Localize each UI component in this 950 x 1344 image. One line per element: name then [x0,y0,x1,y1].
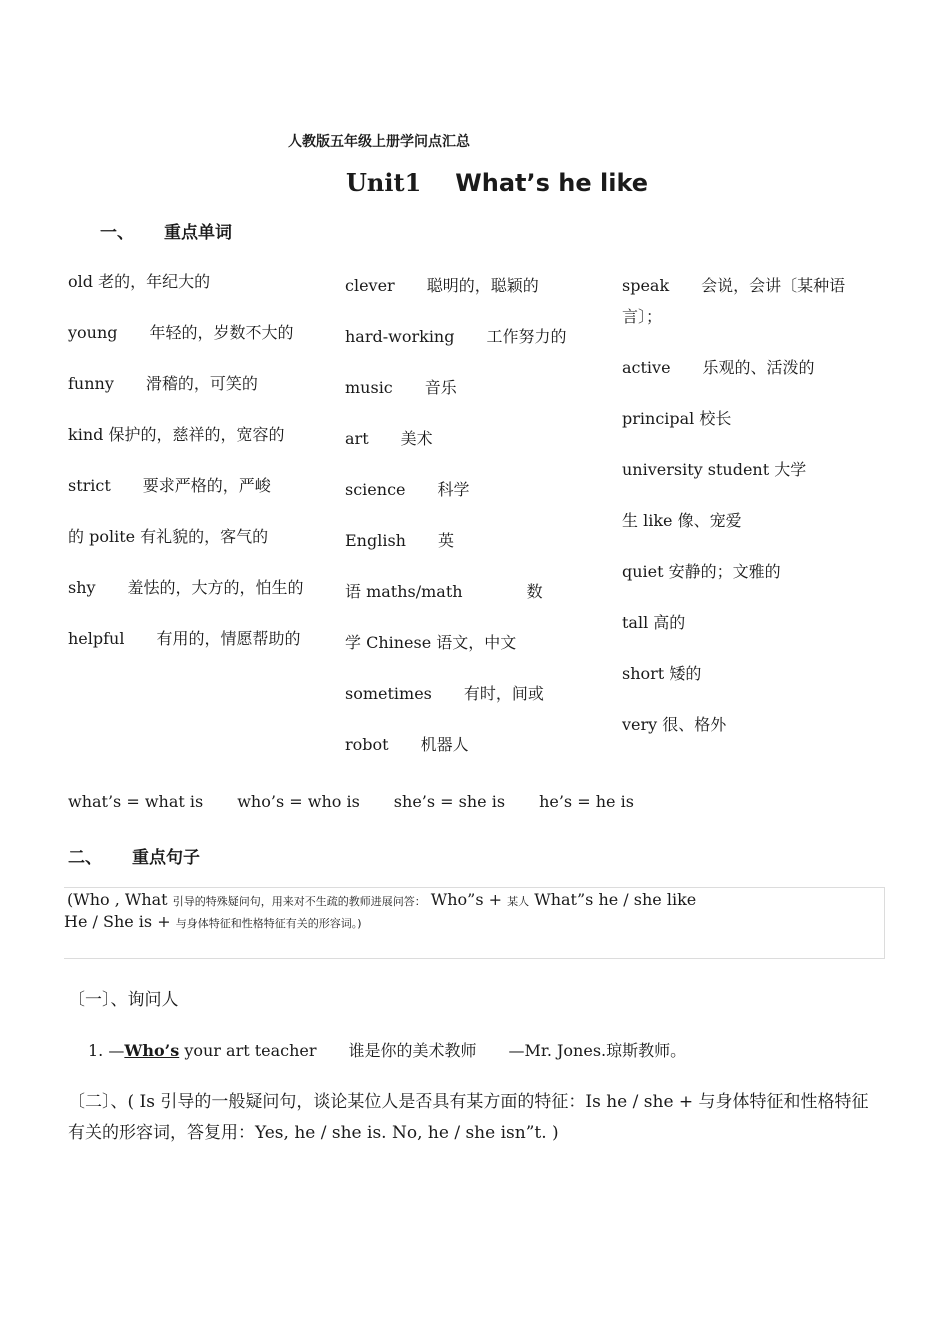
sentence-text: your art teacher 谁是你的美术教师 —Mr. Jones.琼斯教师。 [184,1041,687,1060]
vocab-entry: clever 聪明的，聪颖的 [345,276,539,295]
vocab-entry: kind 保护的，慈祥的，宽容的 [68,425,285,444]
section-number: 一、 [100,223,134,243]
vocab-entry: 生 like 像、宠爱 [622,511,742,530]
vocab-entry: funny 滑稽的，可笑的 [68,374,258,393]
vocab-entry: tall 高的 [622,613,686,632]
grammar-note-line-2 [64,912,362,931]
contraction: who’s = who is [237,792,360,811]
section-heading-sentences [68,843,200,868]
contraction: he’s = he is [539,792,634,811]
vocab-column-2 [345,270,605,760]
doc-header: 人教版五年级上册学问点汇总 [288,134,470,150]
note-text: What”s he / she like [534,890,697,909]
unit-question: What’s he like [455,169,649,197]
vocab-entry: university student 大学 [622,460,807,479]
vocab-entry: 学 Chinese 语文，中文 [345,633,517,652]
sentence-dash: — [108,1041,125,1060]
section-heading-words [100,218,232,243]
section-title: 重点句子 [132,848,200,868]
unit-title [346,168,648,197]
vocab-entry: English 英 [345,531,454,550]
vocab-entry: very 很、格外 [622,715,727,734]
vocab-entry: music 音乐 [345,378,457,397]
vocab-column-1 [68,266,320,654]
vocab-entry: art 美术 [345,429,433,448]
sentence-keyword: Who’s [124,1041,180,1060]
grammar-note-line-1 [67,890,696,909]
vocab-entry: 的 polite 有礼貌的，客气的 [68,527,269,546]
vocab-entry: shy 羞怯的，大方的，怕生的 [68,578,304,597]
vocab-entry: strict 要求严格的，严峻 [68,476,271,495]
example-sentence-1 [88,1038,686,1061]
vocab-entry: young 年轻的，岁数不大的 [68,323,294,342]
vocab-column-3 [622,270,877,740]
note-text: (Who , What [67,890,168,909]
note-text: He / She is + [64,912,171,931]
vocab-entry: science 科学 [345,480,470,499]
subsection-yes-no-question: 〔二〕、( Is 引导的一般疑问句，谈论某位人是否具有某方面的特征：Is he / she + 与身体特征和性格特征有关的形容词，答复用：Yes, he / she is. No, he / she isn”t. ) [68,1092,869,1143]
contraction: she’s = she is [393,792,506,811]
vocab-entry: hard-working 工作努力的 [345,327,567,346]
vocab-entry: old 老的，年纪大的 [68,272,211,291]
sentence-number: 1. [88,1041,104,1060]
contraction: what’s = what is [68,792,204,811]
subsection-ask-person: 〔一〕、询问人 [68,990,179,1010]
vocab-entry: active 乐观的、活泼的 [622,358,815,377]
section-number: 二、 [68,848,102,868]
vocab-entry: quiet 安静的；文雅的 [622,562,781,581]
vocab-entry: helpful 有用的，情愿帮助的 [68,629,301,648]
contractions-line [68,792,668,811]
vocab-entry: robot 机器人 [345,735,469,754]
vocab-entry: 语 maths/math 数 [345,582,543,601]
note-text: Who”s + [430,890,503,909]
section-title: 重点单词 [164,223,232,243]
vocab-entry: short 矮的 [622,664,702,683]
vocab-entry: sometimes 有时，间或 [345,684,544,703]
grammar-note-box [64,887,885,959]
note-text-small: 引导的特殊疑问句，用来对不生疏的教师进展问答： [172,895,426,908]
unit-number: Unit1 [346,168,422,197]
vocab-entry: speak 会说，会讲〔某种语言〕； [622,276,846,326]
note-text-small: 与身体特征和性格特征有关的形容词。) [175,917,362,930]
note-text-small: 某人 [507,895,530,908]
vocab-entry: principal 校长 [622,409,732,428]
